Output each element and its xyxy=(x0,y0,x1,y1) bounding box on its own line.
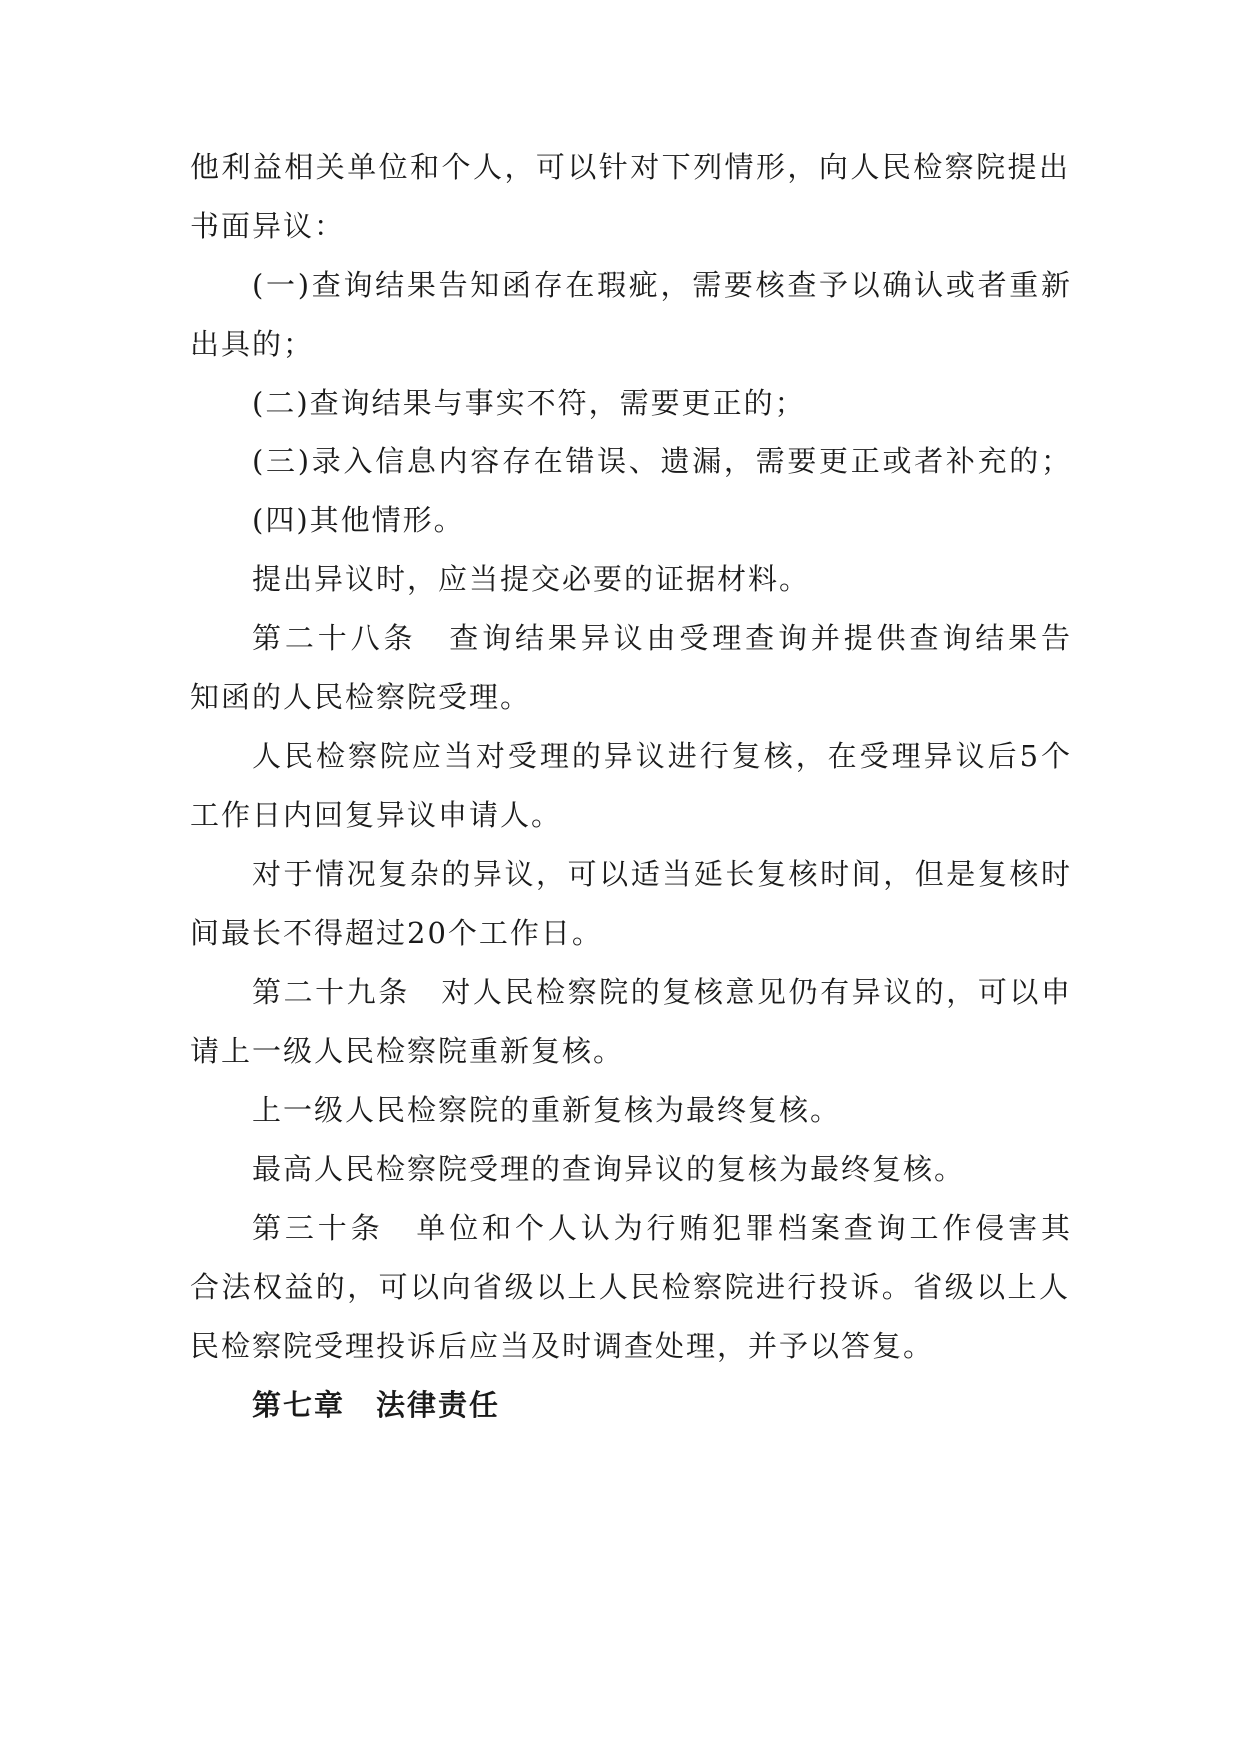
chapter-heading: 第七章 法律责任 xyxy=(252,1388,501,1422)
text-line: (三)录入信息内容存在错误、遗漏，需要更正或者补充的； xyxy=(252,444,1072,478)
text-line: 人民检察院应当对受理的异议进行复核，在受理异议后5个 xyxy=(252,739,1072,773)
text-line: 提出异议时，应当提交必要的证据材料。 xyxy=(252,562,811,596)
text-line: 请上一级人民检察院重新复核。 xyxy=(190,1034,625,1068)
text-line: 间最长不得超过20个工作日。 xyxy=(190,916,603,950)
article-28-heading-line: 第二十八条 查询结果异议由受理查询并提供查询结果告 xyxy=(252,621,1072,655)
text-line: 上一级人民检察院的重新复核为最终复核。 xyxy=(252,1093,842,1127)
text-line: 工作日内回复异议申请人。 xyxy=(190,798,563,832)
text-line: 民检察院受理投诉后应当及时调查处理，并予以答复。 xyxy=(190,1329,935,1363)
text-line: 最高人民检察院受理的查询异议的复核为最终复核。 xyxy=(252,1152,966,1186)
article-30-heading-line: 第三十条 单位和个人认为行贿犯罪档案查询工作侵害其 xyxy=(252,1211,1072,1245)
text-line: 对于情况复杂的异议，可以适当延长复核时间，但是复核时 xyxy=(252,857,1072,891)
text-line: (四)其他情形。 xyxy=(252,503,465,537)
text-line: 书面异议： xyxy=(190,209,346,243)
text-line: 出具的； xyxy=(190,327,315,361)
text-line: (一)查询结果告知函存在瑕疵，需要核查予以确认或者重新 xyxy=(252,268,1072,302)
article-29-heading-line: 第二十九条 对人民检察院的复核意见仍有异议的，可以申 xyxy=(252,975,1072,1009)
text-line: 知函的人民检察院受理。 xyxy=(190,680,532,714)
text-line: (二)查询结果与事实不符，需要更正的； xyxy=(252,386,806,420)
text-line: 合法权益的，可以向省级以上人民检察院进行投诉。省级以上人 xyxy=(190,1270,1070,1304)
text-line: 他利益相关单位和个人，可以针对下列情形，向人民检察院提出 xyxy=(190,150,1070,184)
